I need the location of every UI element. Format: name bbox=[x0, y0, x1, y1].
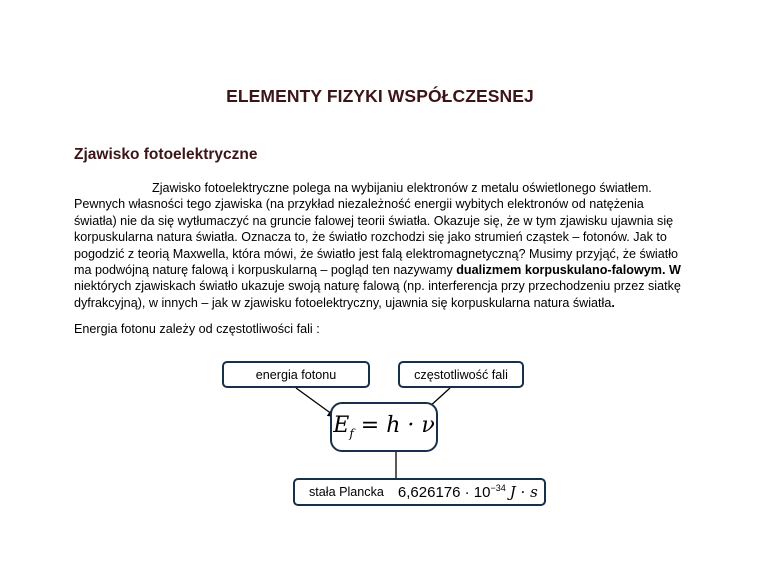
bold-term: dualizmem korpuskulano-falowym. bbox=[456, 262, 666, 277]
paragraph-text: ma podwójną naturę falową i korpuskularną – pogląd ten nazywamy bbox=[74, 262, 457, 277]
czestotliwosc-fali-box bbox=[398, 361, 524, 388]
page-title: ELEMENTY FIZYKI WSPÓŁCZESNEJ bbox=[226, 86, 534, 106]
czestotliwosc-fali-label: częstotliwość fali bbox=[414, 367, 508, 382]
stala-plancka-box bbox=[293, 478, 546, 506]
formula-e: E bbox=[333, 413, 350, 439]
planck-exponent: −34 bbox=[490, 483, 506, 493]
formula-box bbox=[330, 402, 438, 452]
paragraph-line: korpuskularna natura światła. Oznacza to, że światło rozchodzi się jako strumień cząstek – fotonów. Jak to bbox=[74, 230, 667, 245]
paragraph-line: pogodzić z teorią Maxwella, która mówi, że światło jest falą elektromagnetyczną? Musimy przyjąć, że światło bbox=[74, 246, 679, 261]
paragraph-text: W bbox=[665, 262, 681, 277]
formula-subscript: f bbox=[349, 426, 354, 441]
energy-statement: Energia fotonu zależy od częstotliwości fali : bbox=[74, 322, 320, 336]
section-heading: Zjawisko fotoelektryczne bbox=[74, 146, 258, 163]
paragraph-line: niektórych zjawiskach światło ukazuje swoją naturę falową (np. interferencja przy przechodzeniu przez siatkę bbox=[74, 279, 681, 294]
paragraph-text: dyfrakcyjną), w innych – jak w zjawisku fotoelektryczny, ujawnia się korpuskularna natura światła bbox=[74, 295, 612, 310]
paragraph-line: Zjawisko fotoelektryczne polega na wybijaniu elektronów z metalu oświetlonego światłem. bbox=[152, 181, 652, 195]
planck-unit: J · s bbox=[509, 483, 538, 501]
stala-plancka-label: stała Plancka bbox=[309, 485, 384, 499]
paragraph-line: światła) nie da się wytłumaczyć na gruncie falowej teorii światła. Okazuje się, że w tym zjawisku ujawnia się bbox=[74, 213, 674, 228]
planck-value bbox=[398, 483, 506, 501]
paragraph-text: . bbox=[611, 295, 615, 310]
planck-mantissa: 6,626176 · 10 bbox=[397, 484, 491, 501]
formula-rest: = h · ν bbox=[353, 413, 435, 439]
energia-fotonu-box bbox=[222, 361, 370, 388]
formula bbox=[333, 413, 434, 440]
paragraph-line: Pewnych własności tego zjawiska (na przykład niezależność energii wybitych elektronów od natężenia bbox=[74, 197, 644, 212]
energia-fotonu-label: energia fotonu bbox=[255, 367, 337, 382]
